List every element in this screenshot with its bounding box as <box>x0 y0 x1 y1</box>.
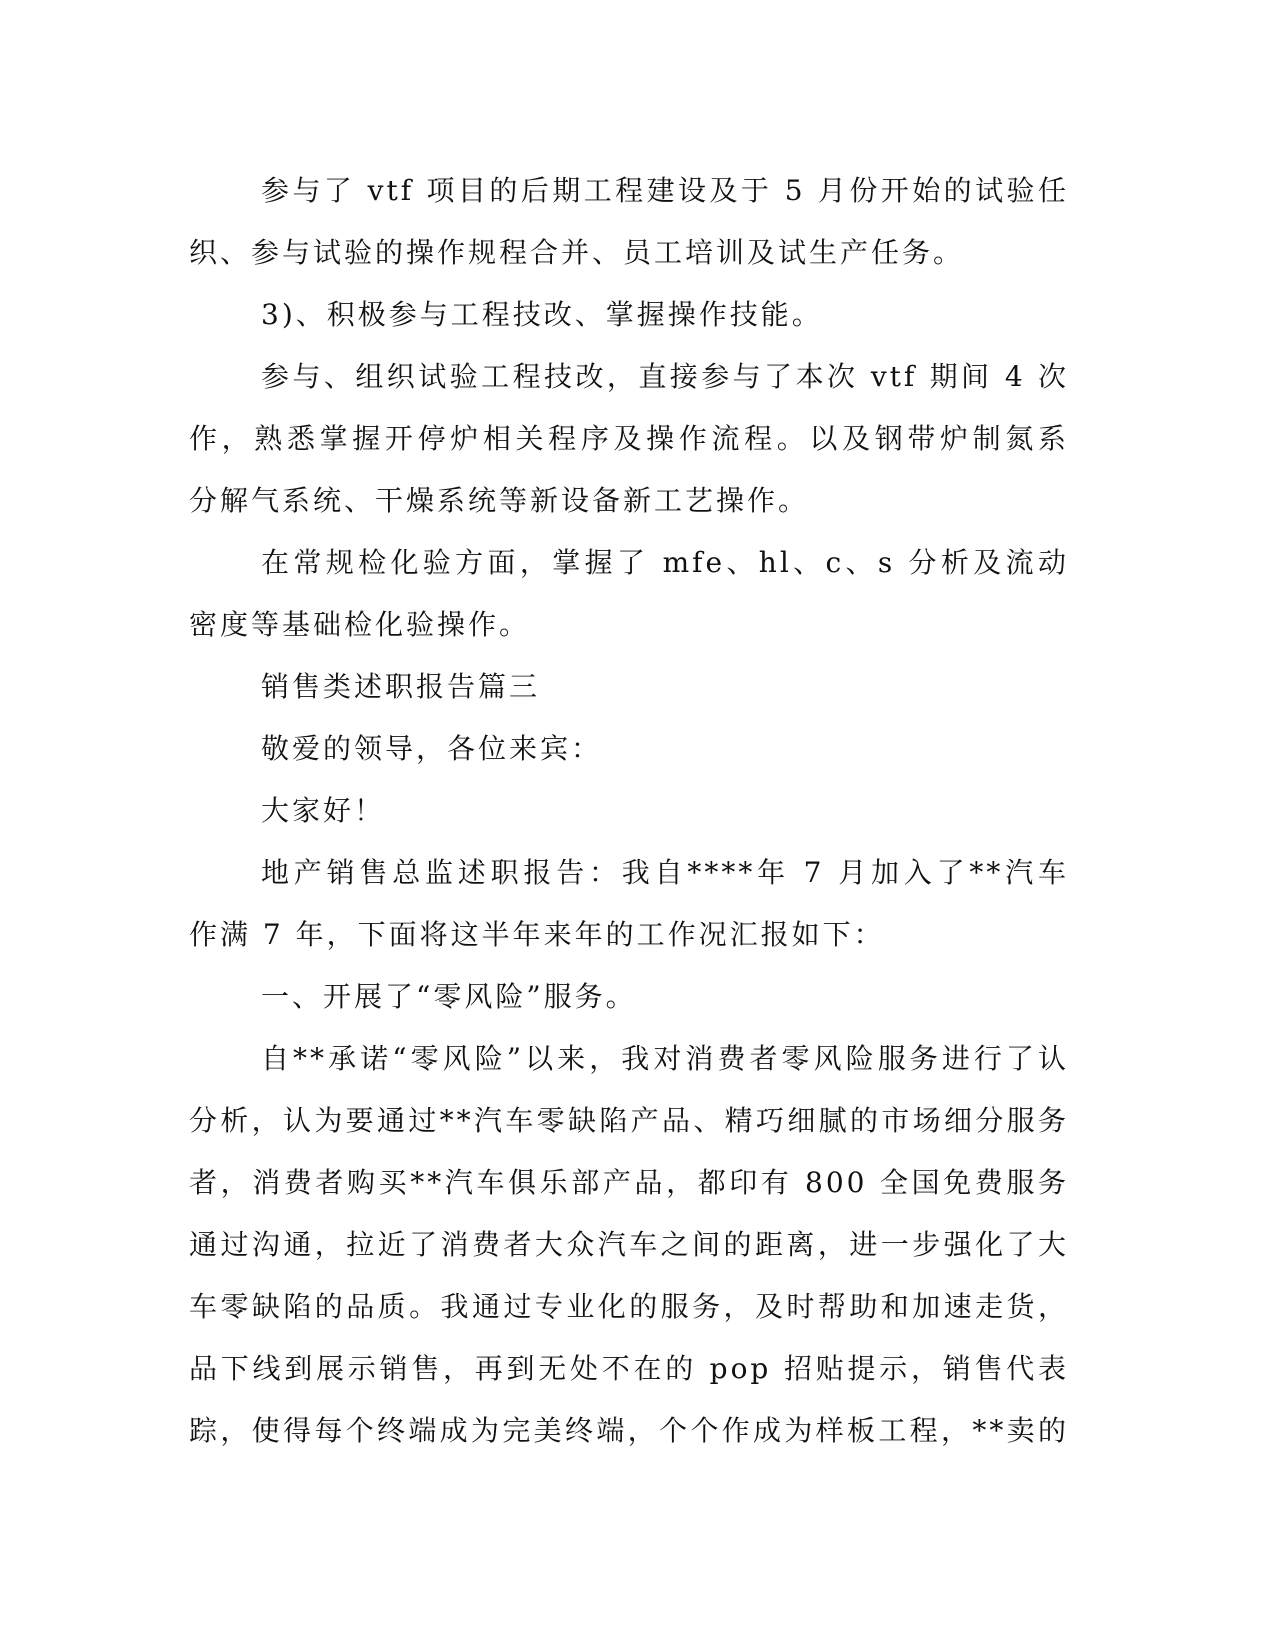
paragraph-line: 参与、组织试验工程技改，直接参与了本次 vtf 期间 4 次 <box>261 360 1069 393</box>
paragraph-line: 踪，使得每个终端成为完美终端，个个作成为样板工程，**卖的 <box>189 1414 1069 1447</box>
paragraph-vtf-project <box>189 160 1069 284</box>
paragraph-line: 品下线到展示销售，再到无处不在的 pop 招贴提示，销售代表 <box>189 1352 1069 1385</box>
paragraph-line: 织、参与试验的操作规程合并、员工培训及试生产任务。 <box>189 236 965 269</box>
paragraph-line: 地产销售总监述职报告：我自****年 7 月加入了**汽车 <box>261 856 1069 889</box>
paragraph-line: 通过沟通，拉近了消费者大众汽车之间的距离，进一步强化了大 <box>189 1228 1069 1261</box>
paragraph-tech-improvement <box>189 346 1069 532</box>
paragraph-line: 作，熟悉掌握开停炉相关程序及操作流程。以及钢带炉制氮系 <box>189 422 1069 455</box>
section-heading: 3)、积极参与工程技改、掌握操作技能。 <box>261 298 823 331</box>
paragraph-salutation <box>189 718 1069 780</box>
paragraph-line: 密度等基础检化验操作。 <box>189 608 531 641</box>
paragraph-report-title <box>189 656 1069 718</box>
paragraph-line: 自**承诺“零风险”以来，我对消费者零风险服务进行了认 <box>261 1042 1069 1075</box>
paragraph-zero-risk-service <box>189 1028 1069 1462</box>
paragraph-line: 车零缺陷的品质。我通过专业化的服务，及时帮助和加速走货， <box>189 1290 1069 1323</box>
paragraph-line: 在常规检化验方面，掌握了 mfe、hl、c、s 分析及流动 <box>261 546 1069 579</box>
paragraph-line: 分解气系统、干燥系统等新设备新工艺操作。 <box>189 484 810 517</box>
paragraph-line: 参与了 vtf 项目的后期工程建设及于 5 月份开始的试验任 <box>261 174 1069 207</box>
paragraph-section-one-heading <box>189 966 1069 1028</box>
greeting: 大家好！ <box>261 794 386 827</box>
report-title: 销售类述职报告篇三 <box>261 670 541 703</box>
salutation: 敬爱的领导，各位来宾： <box>261 732 603 765</box>
paragraph-heading-tech-improvement <box>189 284 1069 346</box>
section-heading: 一、开展了“零风险”服务。 <box>261 980 637 1013</box>
paragraph-intro <box>189 842 1069 966</box>
paragraph-line: 者，消费者购买**汽车俱乐部产品，都印有 800 全国免费服务 <box>189 1166 1069 1199</box>
paragraph-line: 作满 7 年，下面将这半年来年的工作况汇报如下： <box>189 918 885 951</box>
paragraph-lab-testing <box>189 532 1069 656</box>
paragraph-line: 分析，认为要通过**汽车零缺陷产品、精巧细腻的市场细分服务 <box>189 1104 1069 1137</box>
paragraph-greeting <box>189 780 1069 842</box>
document-body <box>189 160 1069 1462</box>
